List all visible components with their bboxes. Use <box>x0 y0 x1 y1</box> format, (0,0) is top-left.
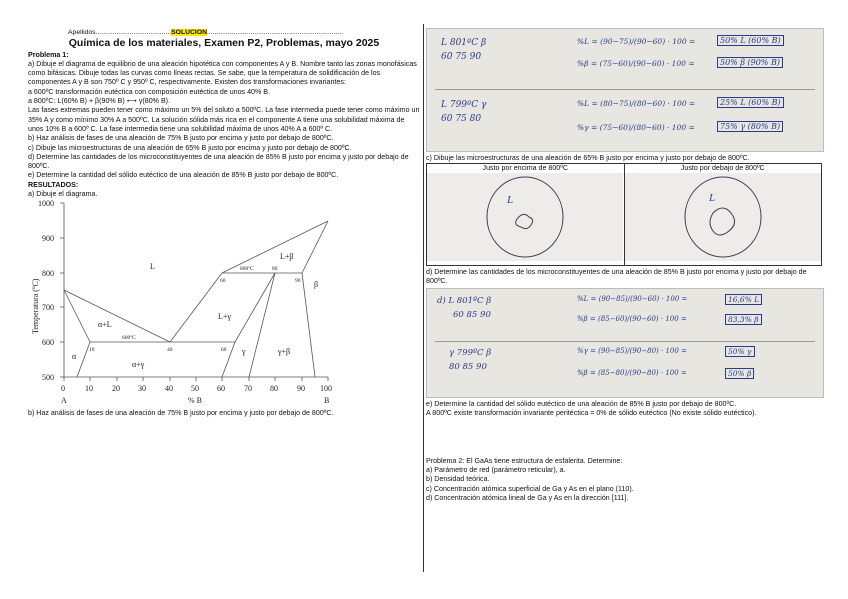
mark-600c: 600ºC <box>122 335 136 342</box>
statement-e: e) Determine la cantidad del sólido eutéctico de una aleación de 85% B justo por debajo de 800ºC. <box>28 171 339 180</box>
statement-peritectic: a 800ºC: L(60% B) + β(90% B) ⟷ γ(80% B). <box>28 97 171 106</box>
region-beta: β <box>314 280 319 290</box>
mark-90: 90 <box>295 278 301 285</box>
micro-above-phase-label: L <box>507 194 514 207</box>
x-tick-60: 60 <box>217 384 225 394</box>
y-tick-600: 600 <box>42 338 54 348</box>
x-tick-10: 10 <box>85 384 93 394</box>
result-d-label: d) Determine las cantidades de los microconstituyentes de una aleación de 85% B justo por encima y justo por debajo de 800ºC. <box>426 267 807 285</box>
y-tick-700: 700 <box>42 303 54 313</box>
exam-title: Química de los materiales, Examen P2, Problemas, mayo 2025 <box>68 37 380 50</box>
statement-c: c) Dibuje las microestructuras de una aleación de 65% B justo por encima y justo por debajo de 800ºC. <box>28 143 352 152</box>
liquidus-right <box>170 273 222 342</box>
results-heading: RESULTADOS: <box>28 180 79 189</box>
result-a-label: a) Dibuje el diagrama. <box>28 190 98 199</box>
microstructure-table <box>426 163 822 265</box>
phase-diagram <box>28 199 378 409</box>
result-c-label: c) Dibuje las microestructuras de una aleación de 65% B justo por encima y justo por debajo de 800ºC. <box>426 154 750 162</box>
x-tick-80: 80 <box>270 384 278 394</box>
y-axis-label: Temperatura (ºC) <box>31 278 40 335</box>
header-name-line: Apellidos........................................SOLUCION........................................................................ <box>68 29 343 36</box>
mark-800c: 800ºC <box>240 266 254 273</box>
statement-limits: Las fases extremas pueden tener como máximo un 5% del soluto a 500ºC. La fase intermedia puede tener como máximo un 35% A y como mínimo 30% A a 500ºC. La solución sólida más rica en el componente A tiene una solubilidad máxima de unos 10% B a 600º C. La fase intermedia tiene una solubilidad máxima de unos 40% A a 600º C. <box>28 106 420 133</box>
x-end-b: B <box>324 396 330 406</box>
x-axis-label: % B <box>188 396 202 406</box>
x-tick-70: 70 <box>244 384 252 394</box>
x-end-a: A <box>61 396 67 406</box>
y-tick-500: 500 <box>42 373 54 383</box>
y-tick-1000: 1000 <box>38 199 54 209</box>
problem2-item-a: a) Parámetro de red (parámetro reticular), a. <box>426 466 566 475</box>
mark-10: 10 <box>89 347 95 354</box>
micro-below-phase-label: L <box>708 192 715 205</box>
x-tick-20: 20 <box>112 384 120 394</box>
problem2-item-d: d) Concentración atómica lineal de Ga y As en la dirección [111]. <box>426 493 629 502</box>
statement-eutectic: a 600ºC transformación eutéctica con composición eutéctica de unos 40% B. <box>28 87 270 96</box>
mark-40: 40 <box>167 347 173 354</box>
micro-below-title: Justo por debajo de 800ºC <box>680 164 765 173</box>
y-tick-900: 900 <box>42 234 54 244</box>
micro-below-drawing <box>625 173 821 261</box>
statement-b: b) Haz análisis de fases de una aleación de 75% B justo por encima y justo por debajo de 800ºC. <box>28 134 334 143</box>
right-column <box>426 28 822 503</box>
x-tick-30: 30 <box>138 384 146 394</box>
handwritten-photo-b: L 801ºC β 60 75 90 %L = (90−75)/(90−60) · 100 = 50% L (60% B) %β = (75−60)/(90−60) · 100 = 50% β (90% B) L 799ºC γ 60 75 80 %L = (80−75)/(80−60) · 100 = 25% L (60% B) %γ = (75−60)/(80−60) · 100 = 75% γ (80% B) <box>426 28 824 152</box>
x-tick-100: 100 <box>320 384 332 394</box>
region-gamma-beta: γ+β <box>278 347 291 357</box>
region-alpha-gamma: α+γ <box>132 360 145 370</box>
result-e-answer: A 800ºC existe transformación invariante peritéctica = 0% de sólido eutéctico (No existe sólido eutéctico). <box>426 409 757 418</box>
statement-d: d) Determine las cantidades de los microconstituyentes de una aleación de 85% B justo por encima y justo por debajo de 800ºC. <box>28 152 409 171</box>
x-tick-40: 40 <box>165 384 173 394</box>
gamma-right <box>249 273 275 377</box>
mark-80: 80 <box>272 266 278 273</box>
liquidus-left <box>64 290 170 342</box>
x-tick-90: 90 <box>297 384 305 394</box>
problem2-item-c: c) Concentración atómica superficial de Ga y As en el plano (110). <box>426 484 634 493</box>
region-L: L <box>150 262 155 272</box>
region-L-beta: L+β <box>280 252 294 262</box>
x-tick-0: 0 <box>61 384 65 394</box>
micro-above-title: Justo por encima de 800ºC <box>482 164 568 173</box>
left-column <box>28 28 420 419</box>
result-b-label: b) Haz análisis de fases de una aleación de 75% B justo por encima y justo por debajo de 800ºC. <box>28 409 334 418</box>
problem2-item-b: b) Densidad teórica. <box>426 475 490 484</box>
solution-highlight: SOLUCION <box>171 29 208 36</box>
region-L-gamma: L+γ <box>218 312 231 322</box>
y-tick-800: 800 <box>42 269 54 279</box>
mark-60-high: 60 <box>220 278 226 285</box>
region-alpha: α <box>72 352 77 362</box>
micro-above-drawing <box>427 173 623 261</box>
handwritten-photo-d: d) L 801ºC β 60 85 90 %L = (90−85)/(90−60) · 100 = 16,6% L %β = (85−60)/(90−60) · 100 = 83,3% β γ 799ºC β 80 85 90 %γ = (90−85)/(90−80) · 100 = 50% γ %β = (85−80)/(90−80) · 100 = 50% β <box>426 288 824 398</box>
problem1-heading: Problema 1: <box>28 50 69 59</box>
statement-a: a) Dibuje el diagrama de equilibrio de una aleación hipotética con componentes A y B. Nombre tanto las zonas monofásicas como bifásicas. Dibuje todas las curvas como líneas rectas. Se sabe, que la temperatura de solidificación de los componentes A y B son 750º C y 950º C, respectivamente. Existen dos transformaciones invariantes: <box>28 59 417 87</box>
region-alpha-L: α+L <box>98 320 112 330</box>
column-divider <box>423 24 424 572</box>
beta-solidus <box>302 221 328 273</box>
region-gamma: γ <box>242 347 246 357</box>
gamma-left-upper <box>235 273 275 342</box>
x-tick-50: 50 <box>191 384 199 394</box>
mark-60-low: 60 <box>221 347 227 354</box>
problem2-heading: Problema 2: El GaAs tiene estructura de esfalerita. Determine: <box>426 456 623 465</box>
result-e-label: e) Determine la cantidad del sólido eutéctico de una aleación de 85% B justo por debajo de 800ºC. <box>426 400 737 409</box>
solidus-alpha <box>64 290 90 342</box>
